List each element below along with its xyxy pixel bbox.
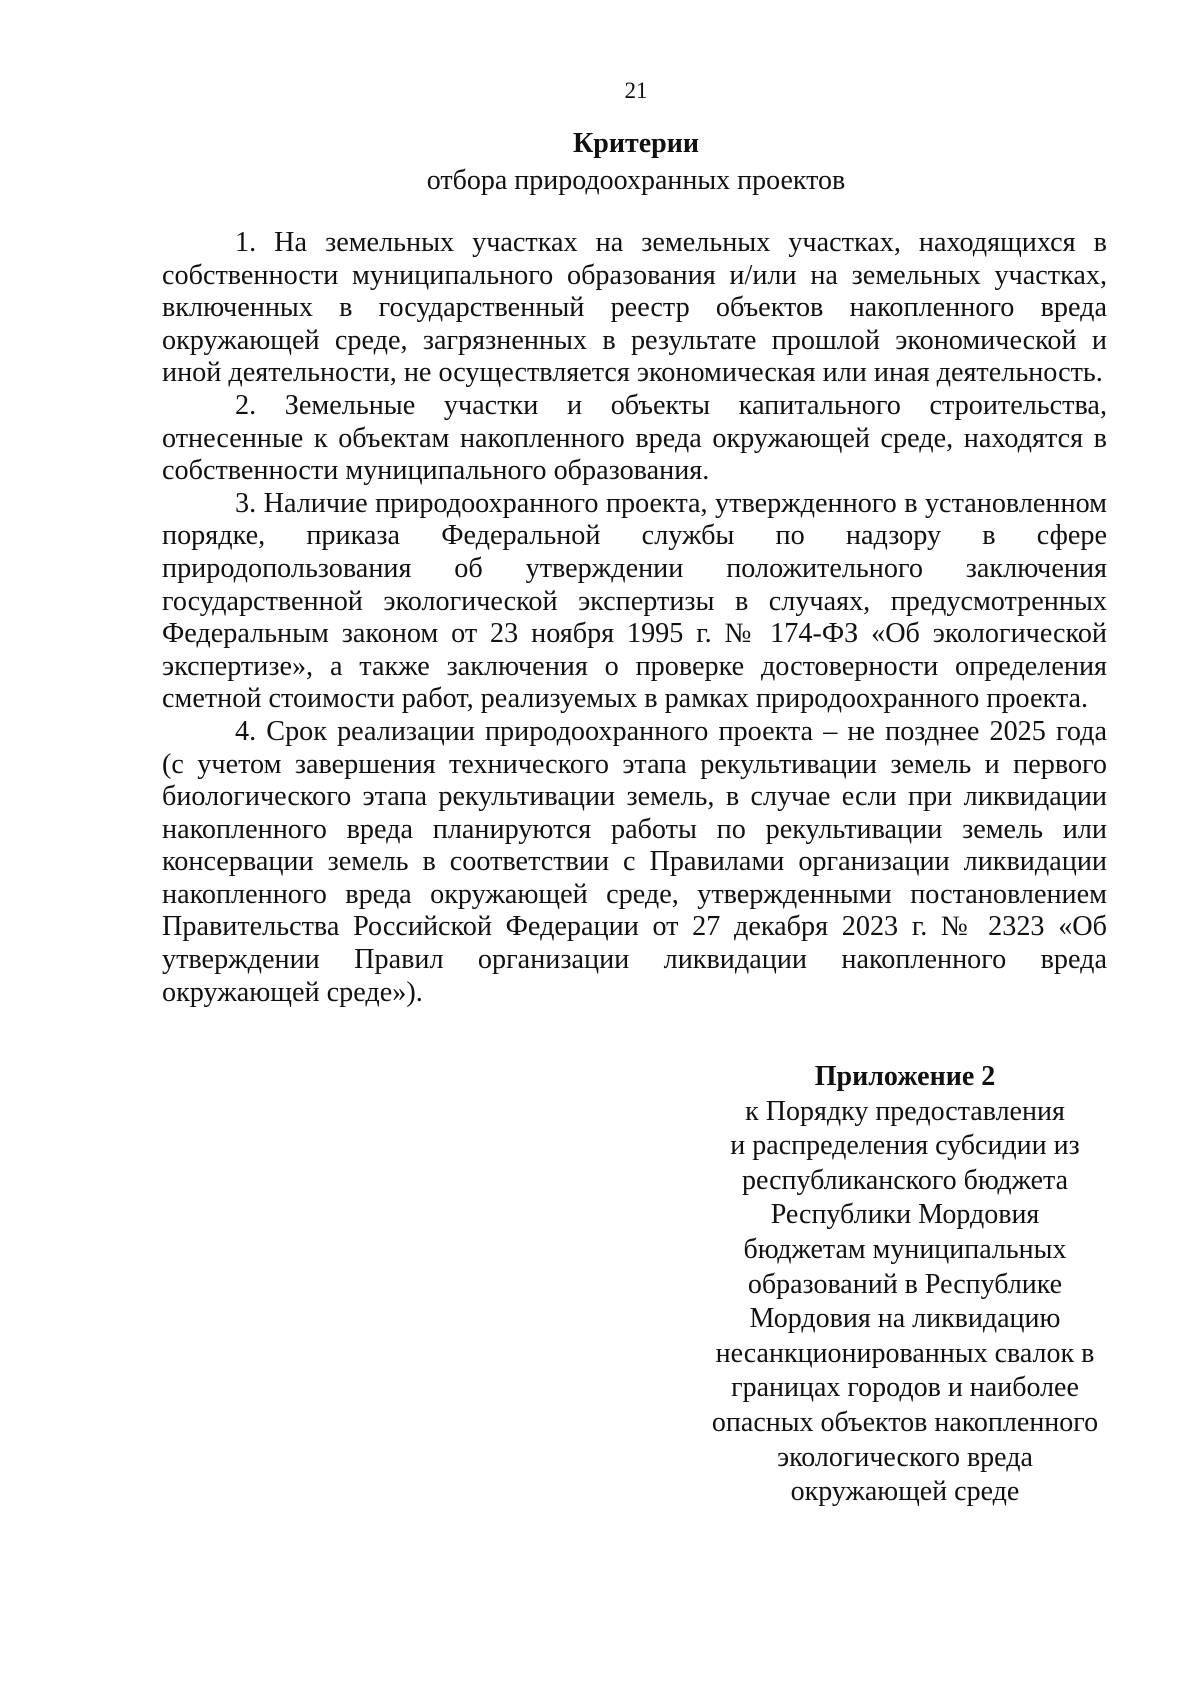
appendix-line: Республики Мордовия <box>770 1199 1040 1231</box>
criterion-2: 2. Земельные участки и объекты капитального строительства, отнесенные к объектам накопленного вреда окружающей среде, находятся в собственности муниципального образования. <box>162 389 1107 487</box>
appendix-line: образований в Республике <box>747 1268 1063 1300</box>
criterion-1: 1. На земельных участках на земельных участках, находящихся в собственности муниципального образования и/или на земельных участках, включенных в государственный реестр объектов накопленного вреда окружающей среде, загрязненных в результате прошлой экономической и иной деятельности, не осуществляется экономическая или иная деятельность. <box>162 227 1107 389</box>
appendix-line: границах городов и наиболее <box>731 1372 1079 1404</box>
appendix-line: опасных объектов накопленного <box>711 1406 1099 1438</box>
page-number: 21 <box>624 78 648 103</box>
appendix-line: бюджетам муниципальных <box>743 1233 1067 1265</box>
appendix-line: и распределения субсидии из <box>730 1130 1080 1162</box>
criteria-list <box>162 227 1107 1009</box>
appendix-line: экологического вреда <box>777 1441 1033 1473</box>
criterion-3: 3. Наличие природоохранного проекта, утвержденного в установленном порядке, приказа Федеральной службы по надзору в сфере природопользования об утверждении положительного заключения государственной экологической экспертизы в случаях, предусмотренных Федеральным законом от 23 ноября 1995 г. № 174-ФЗ «Об экологической экспертизе», а также заключения о проверке достоверности определения сметной стоимости работ, реализуемых в рамках природоохранного проекта. <box>162 487 1107 715</box>
appendix-block <box>705 1060 1105 1510</box>
appendix-line: Мордовия на ликвидацию <box>749 1303 1061 1335</box>
appendix-line: окружающей среде <box>790 1476 1020 1508</box>
appendix-line: республиканского бюджета <box>741 1164 1069 1196</box>
appendix-title: Приложение 2 <box>814 1061 996 1092</box>
criterion-4: 4. Срок реализации природоохранного проекта – не позднее 2025 года (с учетом завершения технического этапа рекультивации земель и первого биологического этапа рекультивации земель, в случае если при ликвидации накопленного вреда планируются работы по рекультивации земель или консервации земель в соответствии с Правилами организации ликвидации накопленного вреда окружающей среде, утвержденными постановлением Правительства Российской Федерации от 27 декабря 2023 г. № 2323 «Об утверждении Правил организации ликвидации накопленного вреда окружающей среде»). <box>162 715 1107 1008</box>
appendix-line: несанкционированных свалок в <box>715 1337 1095 1369</box>
criteria-subtitle: отбора природоохранных проектов <box>426 165 846 196</box>
criteria-title: Критерии <box>572 128 700 159</box>
appendix-line: к Порядку предоставления <box>745 1095 1065 1127</box>
